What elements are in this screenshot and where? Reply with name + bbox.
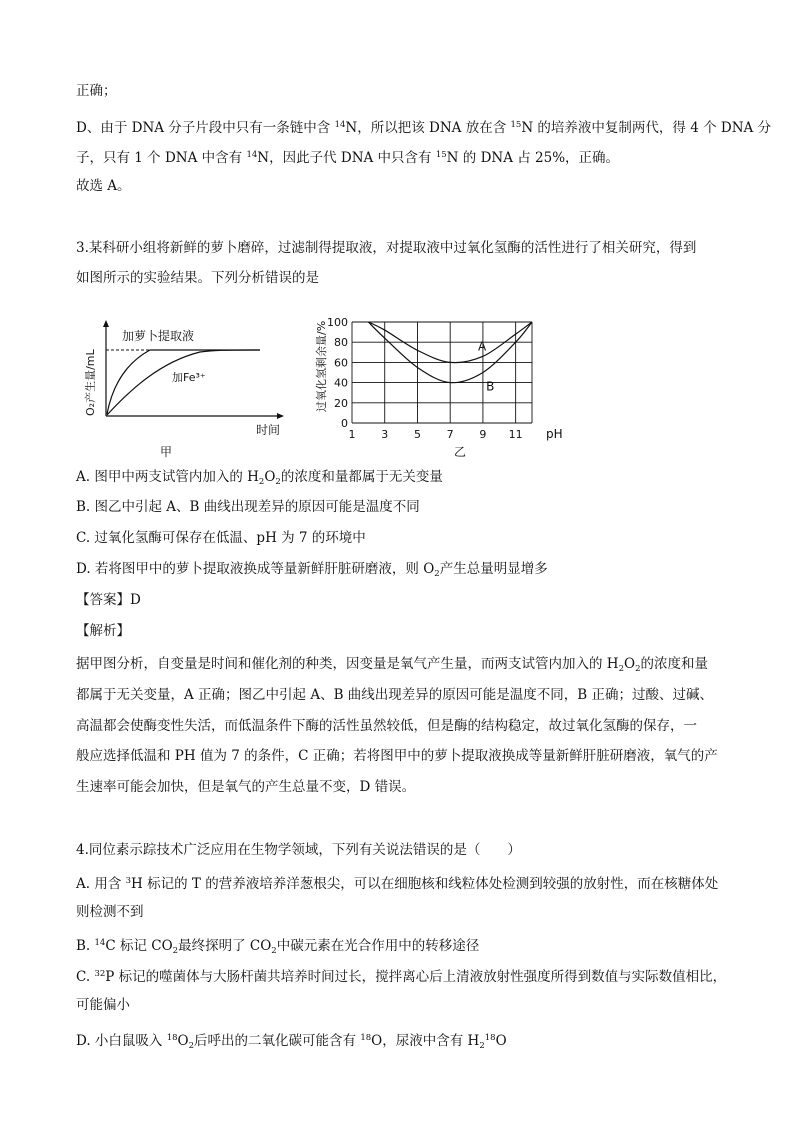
text: O (495, 1033, 507, 1049)
superscript: 18 (360, 1033, 372, 1043)
text: 都属于无关变量，A 正确；图乙中引起 A、B 曲线出现差异的原因可能是温度不同，B 正确；过酸、过碱、 (76, 687, 714, 703)
y-tick-label: 60 (334, 356, 348, 370)
figure-caption-jia: 甲 (160, 445, 173, 459)
text: 子，只有 1 个 DNA 中含有 (76, 150, 247, 166)
subscript: 2 (258, 477, 265, 487)
superscript: 14 (246, 150, 258, 160)
text: 故选 A。 (76, 178, 131, 194)
text: O (264, 469, 276, 485)
text-line (76, 176, 131, 196)
series-label-B: B (486, 379, 495, 394)
analysis-line (76, 685, 713, 705)
subscript: 2 (188, 1041, 195, 1051)
superscript: 3 (125, 876, 132, 886)
text: P 标记的噬菌体与大肠杆菌共培养时间过长，搅拌离心后上清液放射性强度所得到数值与实际数值相比， (105, 969, 727, 985)
text: 如图所示的实验结果。下列分析错误的是 (76, 270, 319, 286)
option-a (76, 467, 443, 492)
y-tick-label: 40 (334, 376, 348, 390)
option-c (76, 528, 366, 548)
y-tick-label: 80 (334, 336, 348, 350)
analysis-line (76, 746, 718, 766)
text: D. 小白鼠吸入 (76, 1033, 167, 1049)
y-axis-arrow (103, 320, 109, 327)
text-line (76, 145, 619, 168)
superscript: 32 (94, 969, 106, 979)
text: 最终探明了 CO (178, 938, 272, 954)
text: H 标记的 T 的营养液培养洋葱根尖，可以在细胞核和线粒体处检测到较强的放射性，而在核糖体处 (131, 876, 719, 892)
subscript: 2 (635, 664, 641, 674)
text: N 的 DNA 占 25%，正确。 (446, 150, 620, 166)
y-tick-label: 100 (327, 316, 348, 329)
curve-label-extract: 加萝卜提取液 (122, 329, 195, 343)
text: 生速率可能会加快，但是氧气的产生总量不变，D 错误。 (76, 779, 416, 795)
superscript: 14 (94, 938, 106, 948)
q4-option-b (76, 933, 479, 961)
q4-option-c (76, 964, 726, 987)
text: 的浓度和量 (640, 656, 708, 672)
subscript: 2 (434, 569, 440, 579)
text: C. (76, 969, 95, 985)
x-axis-label: 时间 (256, 423, 281, 437)
text: 高温都会使酶变性失活，而低温条件下酶的活性虽然较低，但是酶的结构稳定，故过氧化氢酶的保存，一 (76, 718, 697, 734)
text: 正确； (76, 83, 117, 99)
chart-ticks (327, 316, 523, 441)
text: 【解析】 (76, 623, 130, 639)
text: 后呼出的二氧化碳可能含有 (194, 1033, 361, 1049)
option-d (76, 559, 548, 584)
subscript: 2 (271, 946, 277, 956)
text: 的浓度和量都属于无关变量 (280, 469, 443, 485)
option-b (76, 497, 420, 517)
text: 可能偏小 (76, 997, 130, 1013)
figure-yi-chart (300, 302, 575, 462)
superscript: 18 (484, 1033, 496, 1043)
x-tick-label: 1 (348, 428, 356, 441)
figure-caption-yi: 乙 (454, 445, 467, 459)
superscript: 14 (334, 120, 346, 130)
text-line (76, 115, 771, 138)
y-axis-label: 过氧化氢剩余量/% (315, 320, 328, 412)
superscript: 15 (435, 150, 447, 160)
subscript: 2 (275, 477, 281, 487)
text: 般应选择低温和 PH 值为 7 的条件，C 正确；若将图甲中的萝卜提取液换成等量新鲜肝脏研磨液，氧气的产 (76, 748, 718, 764)
chart-grid (352, 322, 532, 423)
analysis-label (76, 621, 130, 641)
q4-option-a-cont (76, 902, 144, 922)
text: O (177, 1033, 189, 1049)
text: 据甲图分析，自变量是时间和催化剂的种类，因变量是氧气产生量，而两支试管内加入的 H (76, 656, 619, 672)
x-tick-label: 3 (381, 428, 389, 441)
text: 则检测不到 (76, 904, 144, 920)
series-label-A: A (478, 339, 487, 354)
x-tick-label: 9 (479, 428, 487, 441)
figure-jia (80, 318, 290, 460)
x-tick-label: 5 (413, 428, 421, 441)
text: O，尿液中含有 H (371, 1033, 480, 1049)
answer (76, 590, 141, 610)
y-tick-label: 20 (334, 396, 348, 410)
x-tick-label: 7 (446, 428, 454, 441)
q4-option-c-cont (76, 995, 130, 1015)
superscript: 18 (166, 1033, 178, 1043)
question-3-stem (76, 268, 319, 288)
question-4-stem (76, 840, 521, 860)
text: A. 图甲中两支试管内加入的 H (76, 469, 259, 485)
text: N，所以把该 DNA 放在含 (345, 120, 511, 136)
q4-option-d (76, 1028, 507, 1056)
text: N，因此子代 DNA 中只含有 (257, 150, 436, 166)
text: C 标记 CO (105, 938, 173, 954)
text: N 的培养液中复制两代，得 4 个 DNA 分 (521, 120, 772, 136)
subscript: 2 (618, 664, 624, 674)
text: 【答案】D (76, 592, 141, 608)
text: A. 用含 (76, 876, 126, 892)
y-axis-label: O₂产生量/mL (84, 349, 97, 416)
curve-label-fe3: 加Fe³⁺ (172, 371, 206, 384)
analysis-line (76, 777, 415, 797)
question-3-stem (76, 238, 696, 258)
subscript: 2 (172, 946, 179, 956)
q4-option-a (76, 871, 718, 894)
analysis-line (76, 654, 708, 679)
text: D、由于 DNA 分子片段中只有一条链中含 (76, 120, 335, 136)
x-axis-arrow (277, 413, 284, 419)
analysis-line (76, 716, 697, 736)
subscript: 2 (479, 1041, 485, 1051)
text: 3.某科研小组将新鲜的萝卜磨碎，过滤制得提取液，对提取液中过氧化氢酶的活性进行了相关研究，得到 (76, 240, 697, 256)
text: 产生总量明显增多 (439, 561, 548, 577)
text: 4.同位素示踪技术广泛应用在生物学领域，下列有关说法错误的是（ ） (76, 842, 521, 858)
text: D. 若将图甲中的萝卜提取液换成等量新鲜肝脏研磨液，则 O (76, 561, 435, 577)
text: 中碳元素在光合作用中的转移途径 (276, 938, 480, 954)
text-line (76, 81, 117, 101)
text: B. 图乙中引起 A、B 曲线出现差异的原因可能是温度不同 (76, 499, 420, 515)
x-tick-label: 11 (508, 428, 523, 441)
text: B. (76, 938, 95, 954)
y-tick-label: 0 (341, 417, 348, 430)
x-axis-label: pH (546, 427, 563, 441)
text: C. 过氧化氢酶可保存在低温、pH 为 7 的环境中 (76, 530, 366, 546)
superscript: 15 (510, 120, 522, 130)
text: O (624, 656, 636, 672)
